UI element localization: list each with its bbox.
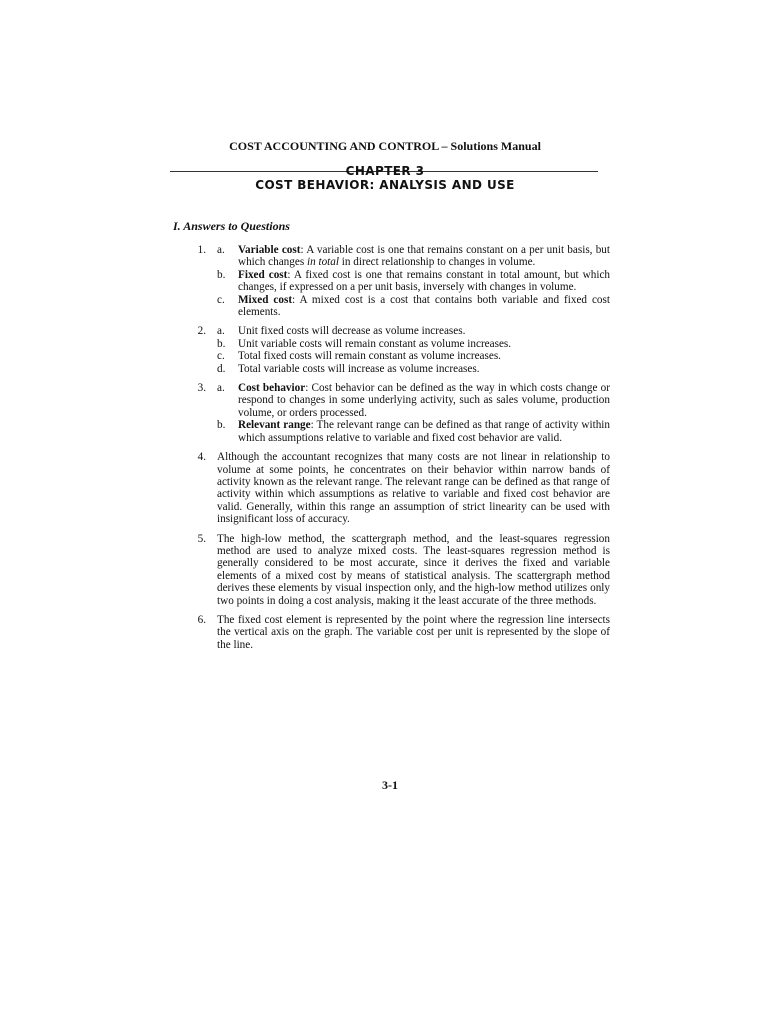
page-number: 3-1 bbox=[382, 778, 398, 792]
answer-2a bbox=[217, 325, 610, 337]
question-5 bbox=[192, 533, 610, 607]
question-number: 2. bbox=[197, 325, 206, 338]
question-2 bbox=[192, 325, 610, 375]
item-letter: b. bbox=[217, 268, 226, 281]
question-number: 3. bbox=[197, 382, 206, 395]
item-text: Total fixed costs will remain constant as volume increases. bbox=[238, 350, 501, 363]
item-text: Unit variable costs will remain constant as volume increases. bbox=[238, 337, 512, 350]
chapter-heading bbox=[170, 164, 600, 192]
header-dash: – bbox=[441, 139, 448, 153]
page-header bbox=[170, 139, 600, 154]
question-number: 1. bbox=[197, 244, 206, 256]
item-text: Unit fixed costs will decrease as volume increases. bbox=[238, 325, 466, 338]
answers-list bbox=[192, 244, 610, 658]
definition: : Cost behavior can be defined as the way in which costs change or respond to changes in some underlying activity, such as sales volume, production volume, or orders processed. bbox=[238, 382, 610, 419]
answer-1a bbox=[217, 244, 610, 269]
answer-2c bbox=[217, 350, 610, 362]
answer-1b bbox=[217, 269, 610, 294]
answer-2b bbox=[217, 338, 610, 350]
item-letter: a. bbox=[217, 325, 225, 338]
item-letter: b. bbox=[217, 419, 226, 432]
item-letter: d. bbox=[217, 362, 226, 375]
question-number: 6. bbox=[197, 613, 206, 626]
term: Relevant range bbox=[238, 419, 311, 432]
definition-start: : A variable cost is one that remains constant on a per unit basis, but which changes bbox=[238, 244, 611, 269]
question-number: 5. bbox=[197, 532, 206, 545]
chapter-title: COST BEHAVIOR: ANALYSIS AND USE bbox=[255, 178, 515, 192]
answer-3a bbox=[217, 382, 610, 419]
item-letter: b. bbox=[217, 337, 226, 350]
term: Fixed cost bbox=[238, 268, 288, 281]
item-letter: a. bbox=[217, 244, 225, 256]
term: Cost behavior bbox=[238, 382, 306, 395]
answer-text: The high-low method, the scattergraph method, and the least-squares regression method are used to analyze mixed costs. The least-squares regression method is generally considered to be most accurate, since it derives the fixed and variable elements of a mixed cost by means of statistical analysis. The scattergraph method derives these elements by visual inspection only, and the high-low method utilizes only two points in doing a cost analysis, making it the least accurate of the three methods. bbox=[217, 532, 610, 607]
item-text: Total variable costs will increase as volume increases. bbox=[238, 362, 480, 375]
emphasis: in total bbox=[306, 256, 339, 269]
course-title: COST ACCOUNTING AND CONTROL bbox=[229, 139, 439, 153]
answer-text: The fixed cost element is represented by the point where the regression line intersects the vertical axis on the graph. The variable cost per unit is represented by the slope of the line. bbox=[217, 613, 610, 651]
answer-2d bbox=[217, 363, 610, 375]
question-3 bbox=[192, 382, 610, 444]
answer-3b bbox=[217, 419, 610, 444]
question-1 bbox=[192, 244, 610, 318]
definition: : A fixed cost is one that remains constant in total amount, but which changes, if expressed on a per unit basis, inversely with changes in volume. bbox=[238, 268, 610, 294]
section-title: I. Answers to Questions bbox=[173, 219, 290, 233]
question-6 bbox=[192, 614, 610, 651]
definition-end: in direct relationship to changes in volume. bbox=[338, 256, 536, 269]
item-letter: c. bbox=[217, 350, 225, 363]
item-letter: a. bbox=[217, 382, 225, 395]
answer-text: Although the accountant recognizes that many costs are not linear in relationship to volume at some points, he concentrates on their behavior within narrow bands of activity known as the relevant range. The relevant range can be defined as that range of activity within which assumptions as relative to variable and fixed cost behavior are valid. Generally, within this range an assumption of strict linearity can be used with insignificant loss of accuracy. bbox=[217, 451, 610, 526]
item-letter: c. bbox=[217, 293, 225, 306]
header-subtitle: Solutions Manual bbox=[450, 139, 541, 153]
term: Mixed cost bbox=[238, 293, 293, 306]
definition: : The relevant range can be defined as that range of activity within which assumptions relative to variable and fixed cost behavior are valid. bbox=[238, 419, 610, 444]
chapter-number: CHAPTER 3 bbox=[345, 164, 425, 178]
term: Variable cost bbox=[238, 244, 301, 256]
question-4 bbox=[192, 451, 610, 525]
definition: : A mixed cost is a cost that contains both variable and fixed cost elements. bbox=[238, 293, 610, 319]
answer-1c bbox=[217, 294, 610, 319]
question-number: 4. bbox=[197, 451, 206, 464]
